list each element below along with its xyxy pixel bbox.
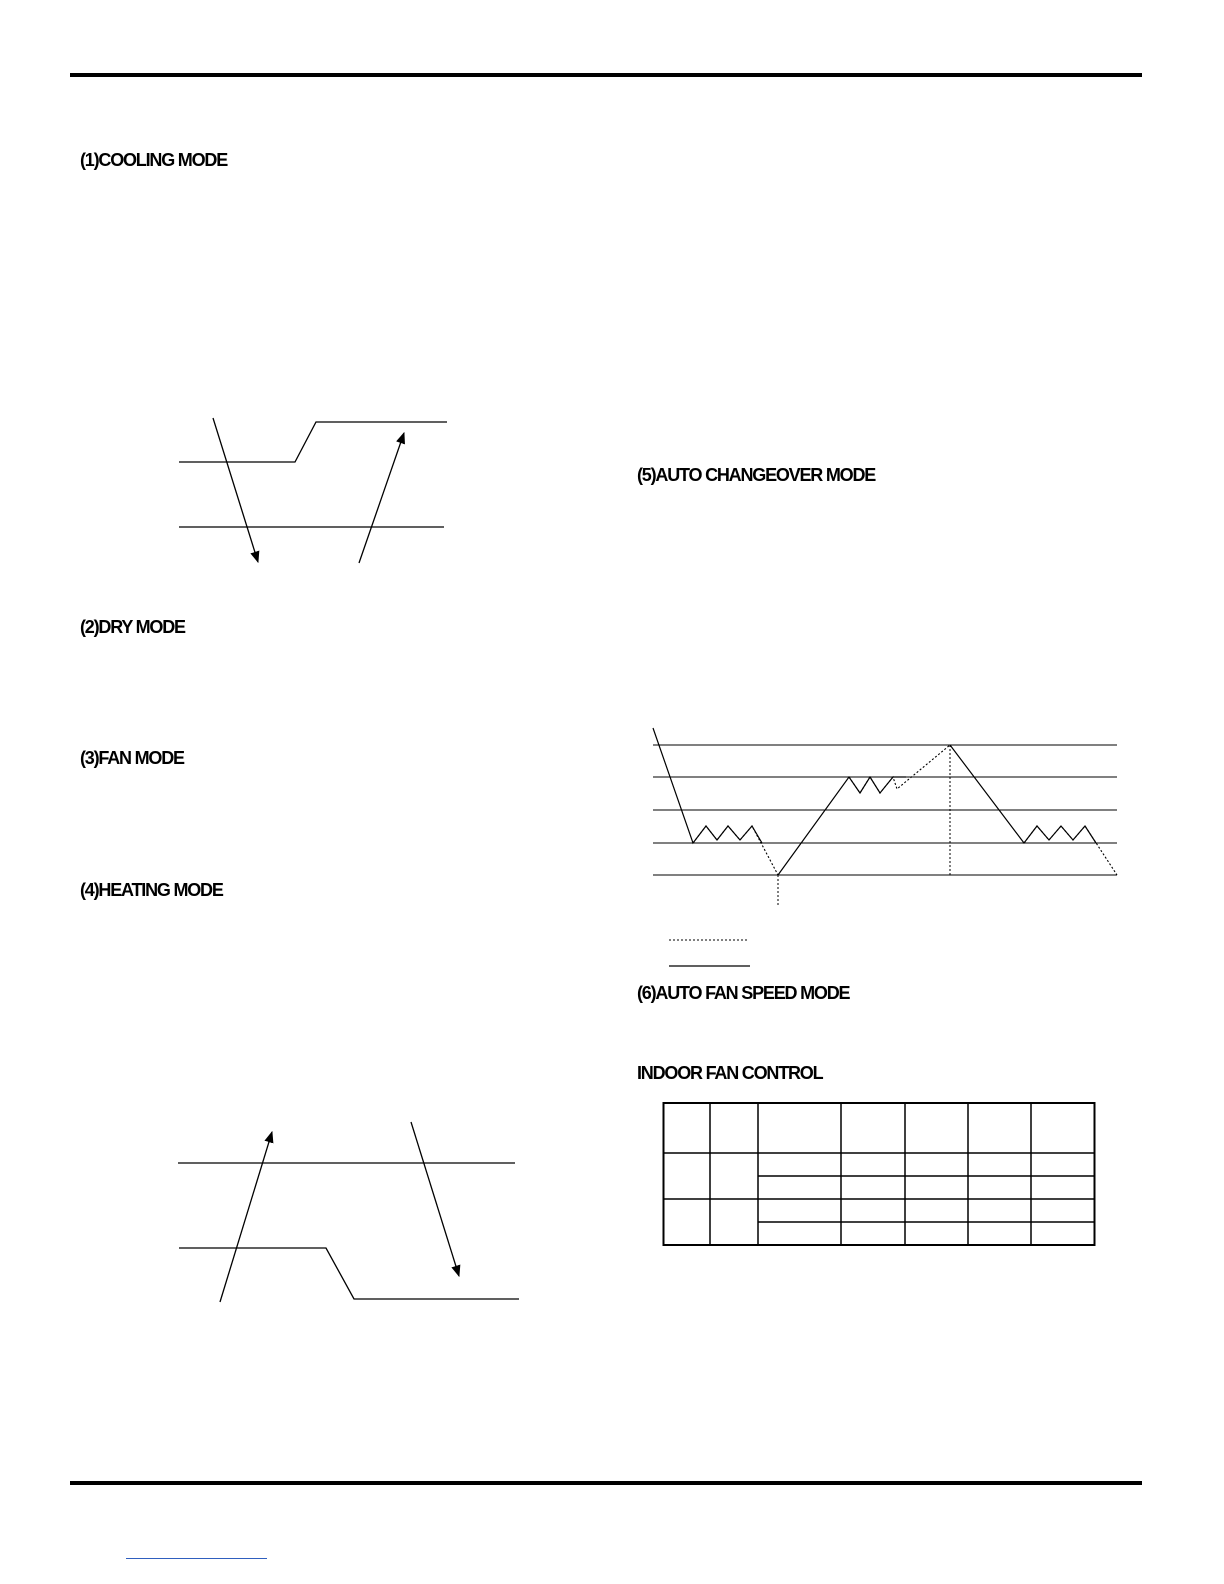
heading-indoor-fan-control: INDOOR FAN CONTROL <box>637 1063 823 1083</box>
heading-auto-fan-speed-mode: (6)AUTO FAN SPEED MODE <box>637 983 850 1003</box>
bottom-rule <box>70 1481 1142 1485</box>
table-column-dividers <box>710 1103 1031 1245</box>
heading-heating-mode: (4)HEATING MODE <box>80 880 223 900</box>
footer-link-underline[interactable] <box>126 1558 267 1559</box>
heading-auto-changeover-mode: (5)AUTO CHANGEOVER MODE <box>637 465 876 485</box>
heading-dry-mode: (2)DRY MODE <box>80 617 185 637</box>
heading-fan-mode: (3)FAN MODE <box>80 748 184 768</box>
table-row-dividers <box>664 1153 1095 1222</box>
heading-cooling-mode: (1)COOLING MODE <box>80 150 227 170</box>
